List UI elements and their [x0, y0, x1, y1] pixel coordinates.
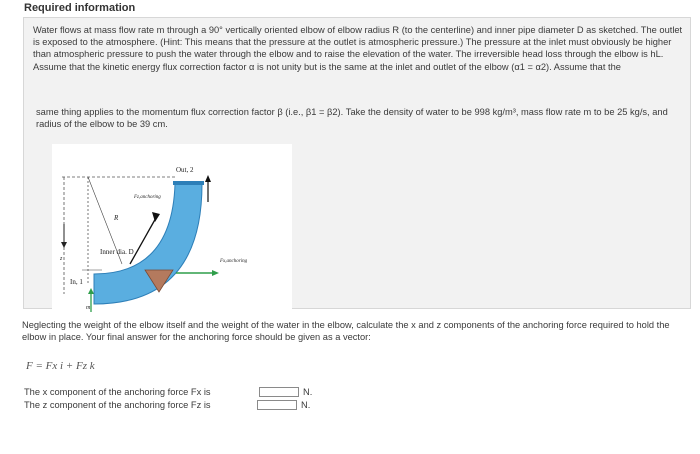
required-information-box — [23, 17, 691, 309]
force-x-arrowhead — [212, 270, 219, 276]
problem-paragraph: Water flows at mass flow rate m through a 90° vertically oriented elbow of elbow radius R (to the centerline) and inner pipe diameter D as sketched. The outlet is exposed to the atmosphere. (Hint: This means that the pressure at the outlet is atmospheric pressure.) The pressure at the inlet must obviously be higher than atmospheric pressure to push the water through the elbow and to raise the elevation of the water. The irreversible head loss through the elbow is hL. Assume that the kinetic energy flux correction factor α is not unity but is the same at the inlet and outlet of the elbow (α1 = α2). Assume that the — [33, 25, 683, 72]
outlet-flange — [173, 181, 204, 185]
question-text: Neglecting the weight of the elbow itself and the weight of the water in the elbow, calculate the x and z components of the anchoring force required to hold the elbow in place. Your final answer for the anchoring force should be given as a vector: — [22, 320, 670, 343]
elbow-svg — [52, 144, 292, 319]
inner-dia-label: Inner dia. D — [100, 248, 134, 256]
out-label: Out, 2 — [176, 166, 194, 174]
elbow-diagram — [52, 144, 292, 319]
fx-unit: N. — [303, 387, 313, 397]
force-z-arrowhead — [152, 212, 160, 222]
force-x-label: Fx,anchoring — [220, 259, 248, 264]
fx-answer-row — [24, 387, 312, 397]
fz-input[interactable] — [257, 400, 297, 410]
z-axis-arrowhead — [61, 242, 67, 248]
mass-flow-label: m — [86, 305, 91, 311]
elbow-pipe — [94, 184, 202, 304]
fx-input[interactable] — [259, 387, 299, 397]
force-vector-equation: F = Fx i + Fz k — [26, 360, 95, 372]
out-arrowhead — [205, 175, 211, 182]
force-z-label: Fz,anchoring — [134, 195, 161, 200]
z-axis-label: z — [60, 256, 63, 262]
fz-label: The z component of the anchoring force Fz is — [24, 400, 211, 410]
problem-paragraph-continued: same thing applies to the momentum flux correction factor β (i.e., β1 = β2). Take the density of water to be 998 kg/m³, mass flow rate m to be 25 kg/s, and radius of the elbow to be 39 cm. — [36, 107, 668, 130]
in-label: In, 1 — [70, 278, 83, 286]
section-title: Required information — [24, 2, 136, 14]
inlet-arrowhead — [88, 288, 94, 294]
fz-answer-row — [24, 400, 310, 410]
fx-label: The x component of the anchoring force Fx is — [24, 387, 211, 397]
fz-unit: N. — [301, 400, 311, 410]
radius-label: R — [114, 214, 119, 222]
